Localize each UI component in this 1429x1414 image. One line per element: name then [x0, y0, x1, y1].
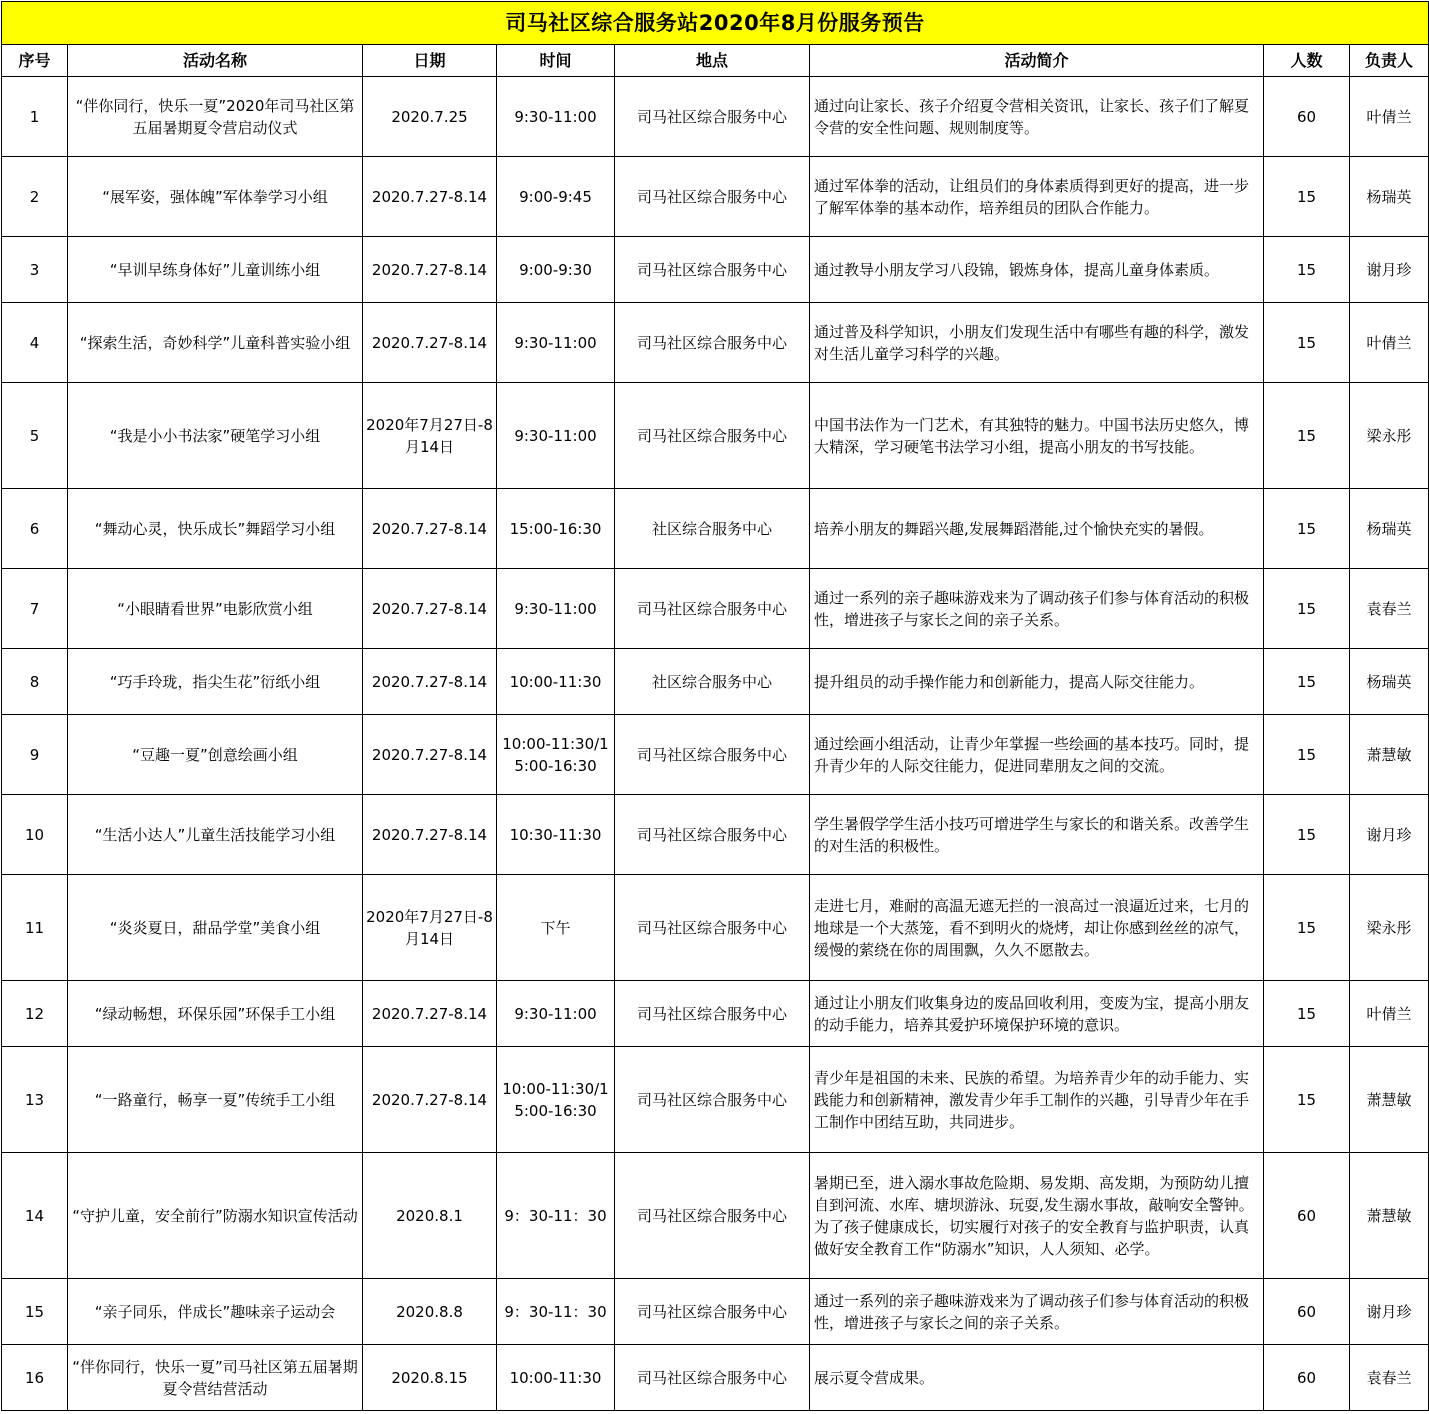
cell-no: 7 — [2, 569, 68, 649]
cell-place: 司马社区综合服务中心 — [615, 715, 810, 795]
cell-count: 15 — [1264, 649, 1350, 715]
cell-date: 2020.7.27-8.14 — [363, 715, 497, 795]
cell-no: 15 — [2, 1279, 68, 1345]
table-row — [2, 489, 1429, 569]
cell-date: 2020.7.27-8.14 — [363, 569, 497, 649]
cell-owner: 杨瑞英 — [1350, 649, 1429, 715]
cell-place: 司马社区综合服务中心 — [615, 569, 810, 649]
cell-intro: 通过一系列的亲子趣味游戏来为了调动孩子们参与体育活动的积极性，增进孩子与家长之间的亲子关系。 — [810, 569, 1264, 649]
cell-name: “展军姿，强体魄”军体拳学习小组 — [68, 157, 363, 237]
table-row — [2, 1047, 1429, 1153]
cell-date: 2020.8.8 — [363, 1279, 497, 1345]
table-row — [2, 383, 1429, 489]
cell-place: 司马社区综合服务中心 — [615, 77, 810, 157]
cell-count: 15 — [1264, 569, 1350, 649]
cell-intro: 青少年是祖国的未来、民族的希望。为培养青少年的动手能力、实践能力和创新精神，激发青少年手工制作的兴趣，引导青少年在手工制作中团结互助，共同进步。 — [810, 1047, 1264, 1153]
header-name: 活动名称 — [68, 45, 363, 77]
cell-owner: 杨瑞英 — [1350, 489, 1429, 569]
cell-place: 司马社区综合服务中心 — [615, 1047, 810, 1153]
cell-no: 4 — [2, 303, 68, 383]
cell-no: 6 — [2, 489, 68, 569]
cell-owner: 萧慧敏 — [1350, 1153, 1429, 1279]
cell-name: “一路童行，畅享一夏”传统手工小组 — [68, 1047, 363, 1153]
cell-no: 10 — [2, 795, 68, 875]
cell-place: 司马社区综合服务中心 — [615, 795, 810, 875]
cell-owner: 叶倩兰 — [1350, 303, 1429, 383]
table-row — [2, 1153, 1429, 1279]
cell-owner: 叶倩兰 — [1350, 77, 1429, 157]
cell-date: 2020.7.27-8.14 — [363, 237, 497, 303]
cell-name: “舞动心灵，快乐成长”舞蹈学习小组 — [68, 489, 363, 569]
cell-no: 8 — [2, 649, 68, 715]
cell-owner: 叶倩兰 — [1350, 981, 1429, 1047]
cell-intro: 中国书法作为一门艺术，有其独特的魅力。中国书法历史悠久，博大精深，学习硬笔书法学习小组，提高小朋友的书写技能。 — [810, 383, 1264, 489]
header-time: 时间 — [497, 45, 615, 77]
table-row — [2, 303, 1429, 383]
cell-intro: 培养小朋友的舞蹈兴趣,发展舞蹈潜能,过个愉快充实的暑假。 — [810, 489, 1264, 569]
page-title: 司马社区综合服务站2020年8月份服务预告 — [2, 2, 1429, 45]
cell-owner: 谢月珍 — [1350, 795, 1429, 875]
cell-intro: 通过普及科学知识，小朋友们发现生活中有哪些有趣的科学，激发对生活儿童学习科学的兴趣。 — [810, 303, 1264, 383]
cell-time: 10:00-11:30/15:00-16:30 — [497, 1047, 615, 1153]
cell-no: 9 — [2, 715, 68, 795]
cell-no: 5 — [2, 383, 68, 489]
cell-place: 社区综合服务中心 — [615, 649, 810, 715]
cell-date: 2020.8.15 — [363, 1345, 497, 1411]
table-row — [2, 981, 1429, 1047]
table-row — [2, 569, 1429, 649]
cell-place: 司马社区综合服务中心 — [615, 1345, 810, 1411]
cell-count: 15 — [1264, 795, 1350, 875]
cell-name: “守护儿童，安全前行”防溺水知识宣传活动 — [68, 1153, 363, 1279]
cell-time: 9:30-11:00 — [497, 303, 615, 383]
cell-time: 下午 — [497, 875, 615, 981]
cell-intro: 通过向让家长、孩子介绍夏令营相关资讯，让家长、孩子们了解夏令营的安全性问题、规则制度等。 — [810, 77, 1264, 157]
schedule-sheet — [1, 1, 1428, 1411]
cell-time: 9：30-11：30 — [497, 1153, 615, 1279]
cell-owner: 梁永彤 — [1350, 383, 1429, 489]
cell-intro: 通过教导小朋友学习八段锦，锻炼身体，提高儿童身体素质。 — [810, 237, 1264, 303]
cell-date: 2020.7.27-8.14 — [363, 795, 497, 875]
cell-owner: 袁春兰 — [1350, 569, 1429, 649]
cell-count: 15 — [1264, 1047, 1350, 1153]
cell-name: “炎炎夏日，甜品学堂”美食小组 — [68, 875, 363, 981]
cell-count: 15 — [1264, 981, 1350, 1047]
cell-place: 社区综合服务中心 — [615, 489, 810, 569]
cell-date: 2020.7.25 — [363, 77, 497, 157]
cell-intro: 通过军体拳的活动，让组员们的身体素质得到更好的提高，进一步了解军体拳的基本动作，培养组员的团队合作能力。 — [810, 157, 1264, 237]
cell-time: 9:30-11:00 — [497, 77, 615, 157]
cell-time: 9:30-11:00 — [497, 383, 615, 489]
cell-no: 2 — [2, 157, 68, 237]
cell-no: 13 — [2, 1047, 68, 1153]
cell-time: 9:30-11:00 — [497, 569, 615, 649]
cell-owner: 谢月珍 — [1350, 1279, 1429, 1345]
table-row — [2, 649, 1429, 715]
cell-name: “生活小达人”儿童生活技能学习小组 — [68, 795, 363, 875]
cell-time: 15:00-16:30 — [497, 489, 615, 569]
cell-owner: 袁春兰 — [1350, 1345, 1429, 1411]
cell-name: “小眼睛看世界”电影欣赏小组 — [68, 569, 363, 649]
cell-time: 9:00-9:45 — [497, 157, 615, 237]
header-date: 日期 — [363, 45, 497, 77]
cell-intro: 展示夏令营成果。 — [810, 1345, 1264, 1411]
cell-place: 司马社区综合服务中心 — [615, 1153, 810, 1279]
cell-intro: 通过一系列的亲子趣味游戏来为了调动孩子们参与体育活动的积极性，增进孩子与家长之间的亲子关系。 — [810, 1279, 1264, 1345]
cell-owner: 谢月珍 — [1350, 237, 1429, 303]
cell-name: “亲子同乐，伴成长”趣味亲子运动会 — [68, 1279, 363, 1345]
cell-time: 9:30-11:00 — [497, 981, 615, 1047]
cell-intro: 通过绘画小组活动，让青少年掌握一些绘画的基本技巧。同时，提升青少年的人际交往能力，促进同辈朋友之间的交流。 — [810, 715, 1264, 795]
cell-no: 12 — [2, 981, 68, 1047]
cell-count: 15 — [1264, 237, 1350, 303]
cell-count: 15 — [1264, 715, 1350, 795]
cell-date: 2020.7.27-8.14 — [363, 981, 497, 1047]
cell-name: “我是小小书法家”硬笔学习小组 — [68, 383, 363, 489]
cell-place: 司马社区综合服务中心 — [615, 1279, 810, 1345]
cell-time: 10:30-11:30 — [497, 795, 615, 875]
cell-intro: 暑期已至，进入溺水事故危险期、易发期、高发期，为预防幼儿擅自到河流、水库、塘坝游泳、玩耍,发生溺水事故，敲响安全警钟。为了孩子健康成长，切实履行对孩子的安全教育与监护职责，认真做好安全教育工作“防溺水”知识，人人须知、必学。 — [810, 1153, 1264, 1279]
cell-time: 9:00-9:30 — [497, 237, 615, 303]
cell-count: 15 — [1264, 489, 1350, 569]
cell-place: 司马社区综合服务中心 — [615, 981, 810, 1047]
table-row — [2, 875, 1429, 981]
cell-date: 2020.7.27-8.14 — [363, 489, 497, 569]
cell-count: 60 — [1264, 1153, 1350, 1279]
cell-name: “探索生活，奇妙科学”儿童科普实验小组 — [68, 303, 363, 383]
title-row — [2, 2, 1429, 45]
cell-place: 司马社区综合服务中心 — [615, 157, 810, 237]
header-owner: 负责人 — [1350, 45, 1429, 77]
cell-place: 司马社区综合服务中心 — [615, 383, 810, 489]
cell-name: “巧手玲珑，指尖生花”衍纸小组 — [68, 649, 363, 715]
cell-date: 2020.7.27-8.14 — [363, 303, 497, 383]
cell-date: 2020.7.27-8.14 — [363, 157, 497, 237]
cell-date: 2020.7.27-8.14 — [363, 1047, 497, 1153]
cell-name: “早训早练身体好”儿童训练小组 — [68, 237, 363, 303]
cell-owner: 萧慧敏 — [1350, 1047, 1429, 1153]
cell-intro: 走进七月，难耐的高温无遮无拦的一浪高过一浪逼近过来，七月的地球是一个大蒸笼，看不到明火的烧烤，却让你感到丝丝的凉气，缓慢的萦绕在你的周围飘，久久不愿散去。 — [810, 875, 1264, 981]
cell-count: 15 — [1264, 303, 1350, 383]
table-row — [2, 1345, 1429, 1411]
cell-time: 9：30-11：30 — [497, 1279, 615, 1345]
schedule-table — [1, 1, 1429, 1411]
header-row — [2, 45, 1429, 77]
cell-date: 2020.7.27-8.14 — [363, 649, 497, 715]
cell-date: 2020.8.1 — [363, 1153, 497, 1279]
table-row — [2, 795, 1429, 875]
cell-count: 60 — [1264, 1279, 1350, 1345]
cell-no: 1 — [2, 77, 68, 157]
table-row — [2, 715, 1429, 795]
cell-time: 10:00-11:30 — [497, 649, 615, 715]
cell-time: 10:00-11:30/15:00-16:30 — [497, 715, 615, 795]
cell-owner: 梁永彤 — [1350, 875, 1429, 981]
cell-intro: 通过让小朋友们收集身边的废品回收利用，变废为宝，提高小朋友的动手能力，培养其爱护环境保护环境的意识。 — [810, 981, 1264, 1047]
table-row — [2, 1279, 1429, 1345]
cell-no: 16 — [2, 1345, 68, 1411]
cell-name: “绿动畅想，环保乐园”环保手工小组 — [68, 981, 363, 1047]
cell-name: “伴你同行，快乐一夏”2020年司马社区第五届暑期夏令营启动仪式 — [68, 77, 363, 157]
table-row — [2, 77, 1429, 157]
cell-no: 14 — [2, 1153, 68, 1279]
header-count: 人数 — [1264, 45, 1350, 77]
cell-date: 2020年7月27日-8月14日 — [363, 383, 497, 489]
cell-date: 2020年7月27日-8月14日 — [363, 875, 497, 981]
cell-no: 3 — [2, 237, 68, 303]
header-no: 序号 — [2, 45, 68, 77]
cell-count: 15 — [1264, 875, 1350, 981]
cell-place: 司马社区综合服务中心 — [615, 237, 810, 303]
cell-intro: 提升组员的动手操作能力和创新能力，提高人际交往能力。 — [810, 649, 1264, 715]
cell-count: 15 — [1264, 157, 1350, 237]
cell-no: 11 — [2, 875, 68, 981]
header-place: 地点 — [615, 45, 810, 77]
cell-owner: 杨瑞英 — [1350, 157, 1429, 237]
cell-intro: 学生暑假学学生活小技巧可增进学生与家长的和谐关系。改善学生的对生活的积极性。 — [810, 795, 1264, 875]
cell-place: 司马社区综合服务中心 — [615, 303, 810, 383]
cell-time: 10:00-11:30 — [497, 1345, 615, 1411]
cell-count: 15 — [1264, 383, 1350, 489]
cell-count: 60 — [1264, 1345, 1350, 1411]
table-row — [2, 157, 1429, 237]
cell-count: 60 — [1264, 77, 1350, 157]
cell-owner: 萧慧敏 — [1350, 715, 1429, 795]
table-row — [2, 237, 1429, 303]
cell-name: “伴你同行，快乐一夏”司马社区第五届暑期夏令营结营活动 — [68, 1345, 363, 1411]
header-intro: 活动简介 — [810, 45, 1264, 77]
cell-name: “豆趣一夏”创意绘画小组 — [68, 715, 363, 795]
cell-place: 司马社区综合服务中心 — [615, 875, 810, 981]
